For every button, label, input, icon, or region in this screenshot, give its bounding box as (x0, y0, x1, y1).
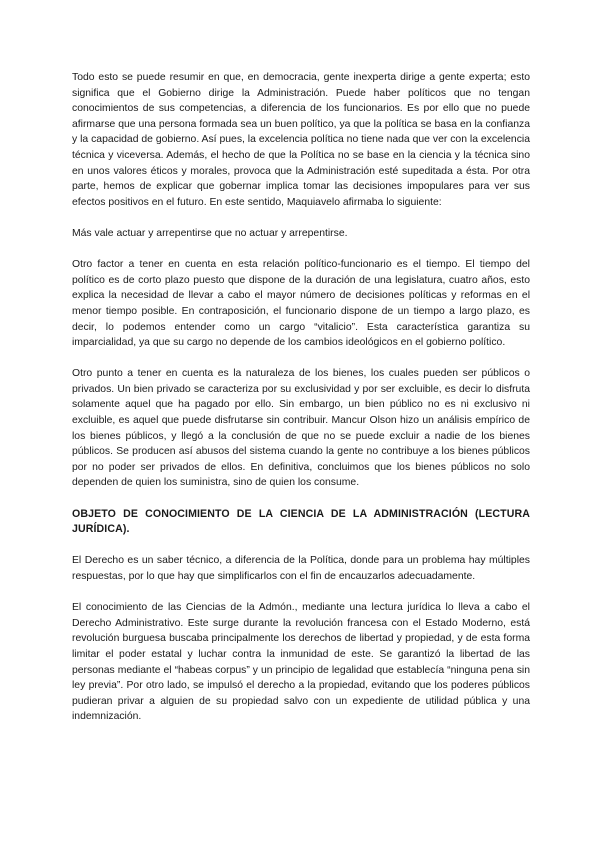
quote-maquiavelo: Más vale actuar y arrepentirse que no actuar y arrepentirse. (72, 227, 348, 239)
section-heading: OBJETO DE CONOCIMIENTO DE LA CIENCIA DE LA ADMINISTRACIÓN (LECTURA JURÍDICA). (72, 507, 530, 536)
paragraph-tiempo: Otro factor a tener en cuenta en esta relación político-funcionario es el tiempo. El tiempo del político es de corto plazo puesto que dispone de la duración de una legislatura, cuatro años, esto explica la necesidad de llevar a cabo el mayor número de decisiones políticas y reformas en el menor tiempo posible. En contraposición, el funcionario dispone de un tiempo a largo plazo, es decir, lo podemos entender como un cargo “vitalicio”. Esta característica garantiza su imparcialidad, ya que su cargo no depende de los cambios ideológicos en el gobierno político. (72, 259, 530, 349)
document-page (72, 70, 530, 741)
paragraph-derecho: El Derecho es un saber técnico, a diferencia de la Política, donde para un problema hay múltiples respuestas, por lo que hay que simplificarlos con el fin de encauzarlos adecuadamente. (72, 555, 530, 582)
paragraph-bienes: Otro punto a tener en cuenta es la naturaleza de los bienes, los cuales pueden ser públicos o privados. Un bien privado se caracteriza por su exclusividad y por ser excluible, es decir lo disfruta solamente aquel que ha pagado por ello. Sin embargo, un bien público no es ni exclusivo ni excluible, es aquel que puede disfrutarse sin contribuir. Mancur Olson hizo un análisis empírico de los bienes públicos, y llegó a la conclusión de que no se puede excluir a nadie de los bienes públicos. Se producen así abusos del sistema cuando la gente no contribuye a los bienes públicos por no poder ser privados de ellos. En definitiva, concluimos que los bienes públicos no solo dependen de quien los suministra, sino de quien los consume. (72, 368, 530, 489)
paragraph-democracia: Todo esto se puede resumir en que, en democracia, gente inexperta dirige a gente experta; esto significa que el Gobierno dirige la Administración. Puede haber políticos que no tengan conocimientos de sus competencias, a diferencia de los funcionarios. Es por ello que no puede afirmarse que una persona formada sea un buen político, ya que la política se basa en la confianza y la capacidad de gobierno. Así pues, la excelencia política no tiene nada que ver con la excelencia técnica y viceversa. Además, el hecho de que la Política no se base en la ciencia y la técnica sino en unos valores éticos y morales, provoca que la Administración esté supeditada a ésta. Por otra parte, hemos de explicar que gobernar implica tomar las decisiones impopulares para ver sus efectos positivos en el futuro. En este sentido, Maquiavelo afirmaba lo siguiente: (72, 72, 530, 208)
paragraph-derecho-administrativo: El conocimiento de las Ciencias de la Admón., mediante una lectura jurídica lo lleva a cabo el Derecho Administrativo. Este surge durante la revolución francesa con el Estado Moderno, está revolución burguesa buscaba principalmente los derechos de libertad y propiedad, y de esta forma limitar el poder estatal y luchar contra la inmunidad de este. Se garantizó la libertad de las personas mediante el “habeas corpus” y un principio de legalidad que establecía “ninguna pena sin ley previa”. Por otro lado, se impulsó el derecho a la propiedad, evitando que los poderes públicos pudieran privar a alguien de su propiedad salvo con un expediente de utilidad pública y una indemnización. (72, 602, 530, 723)
